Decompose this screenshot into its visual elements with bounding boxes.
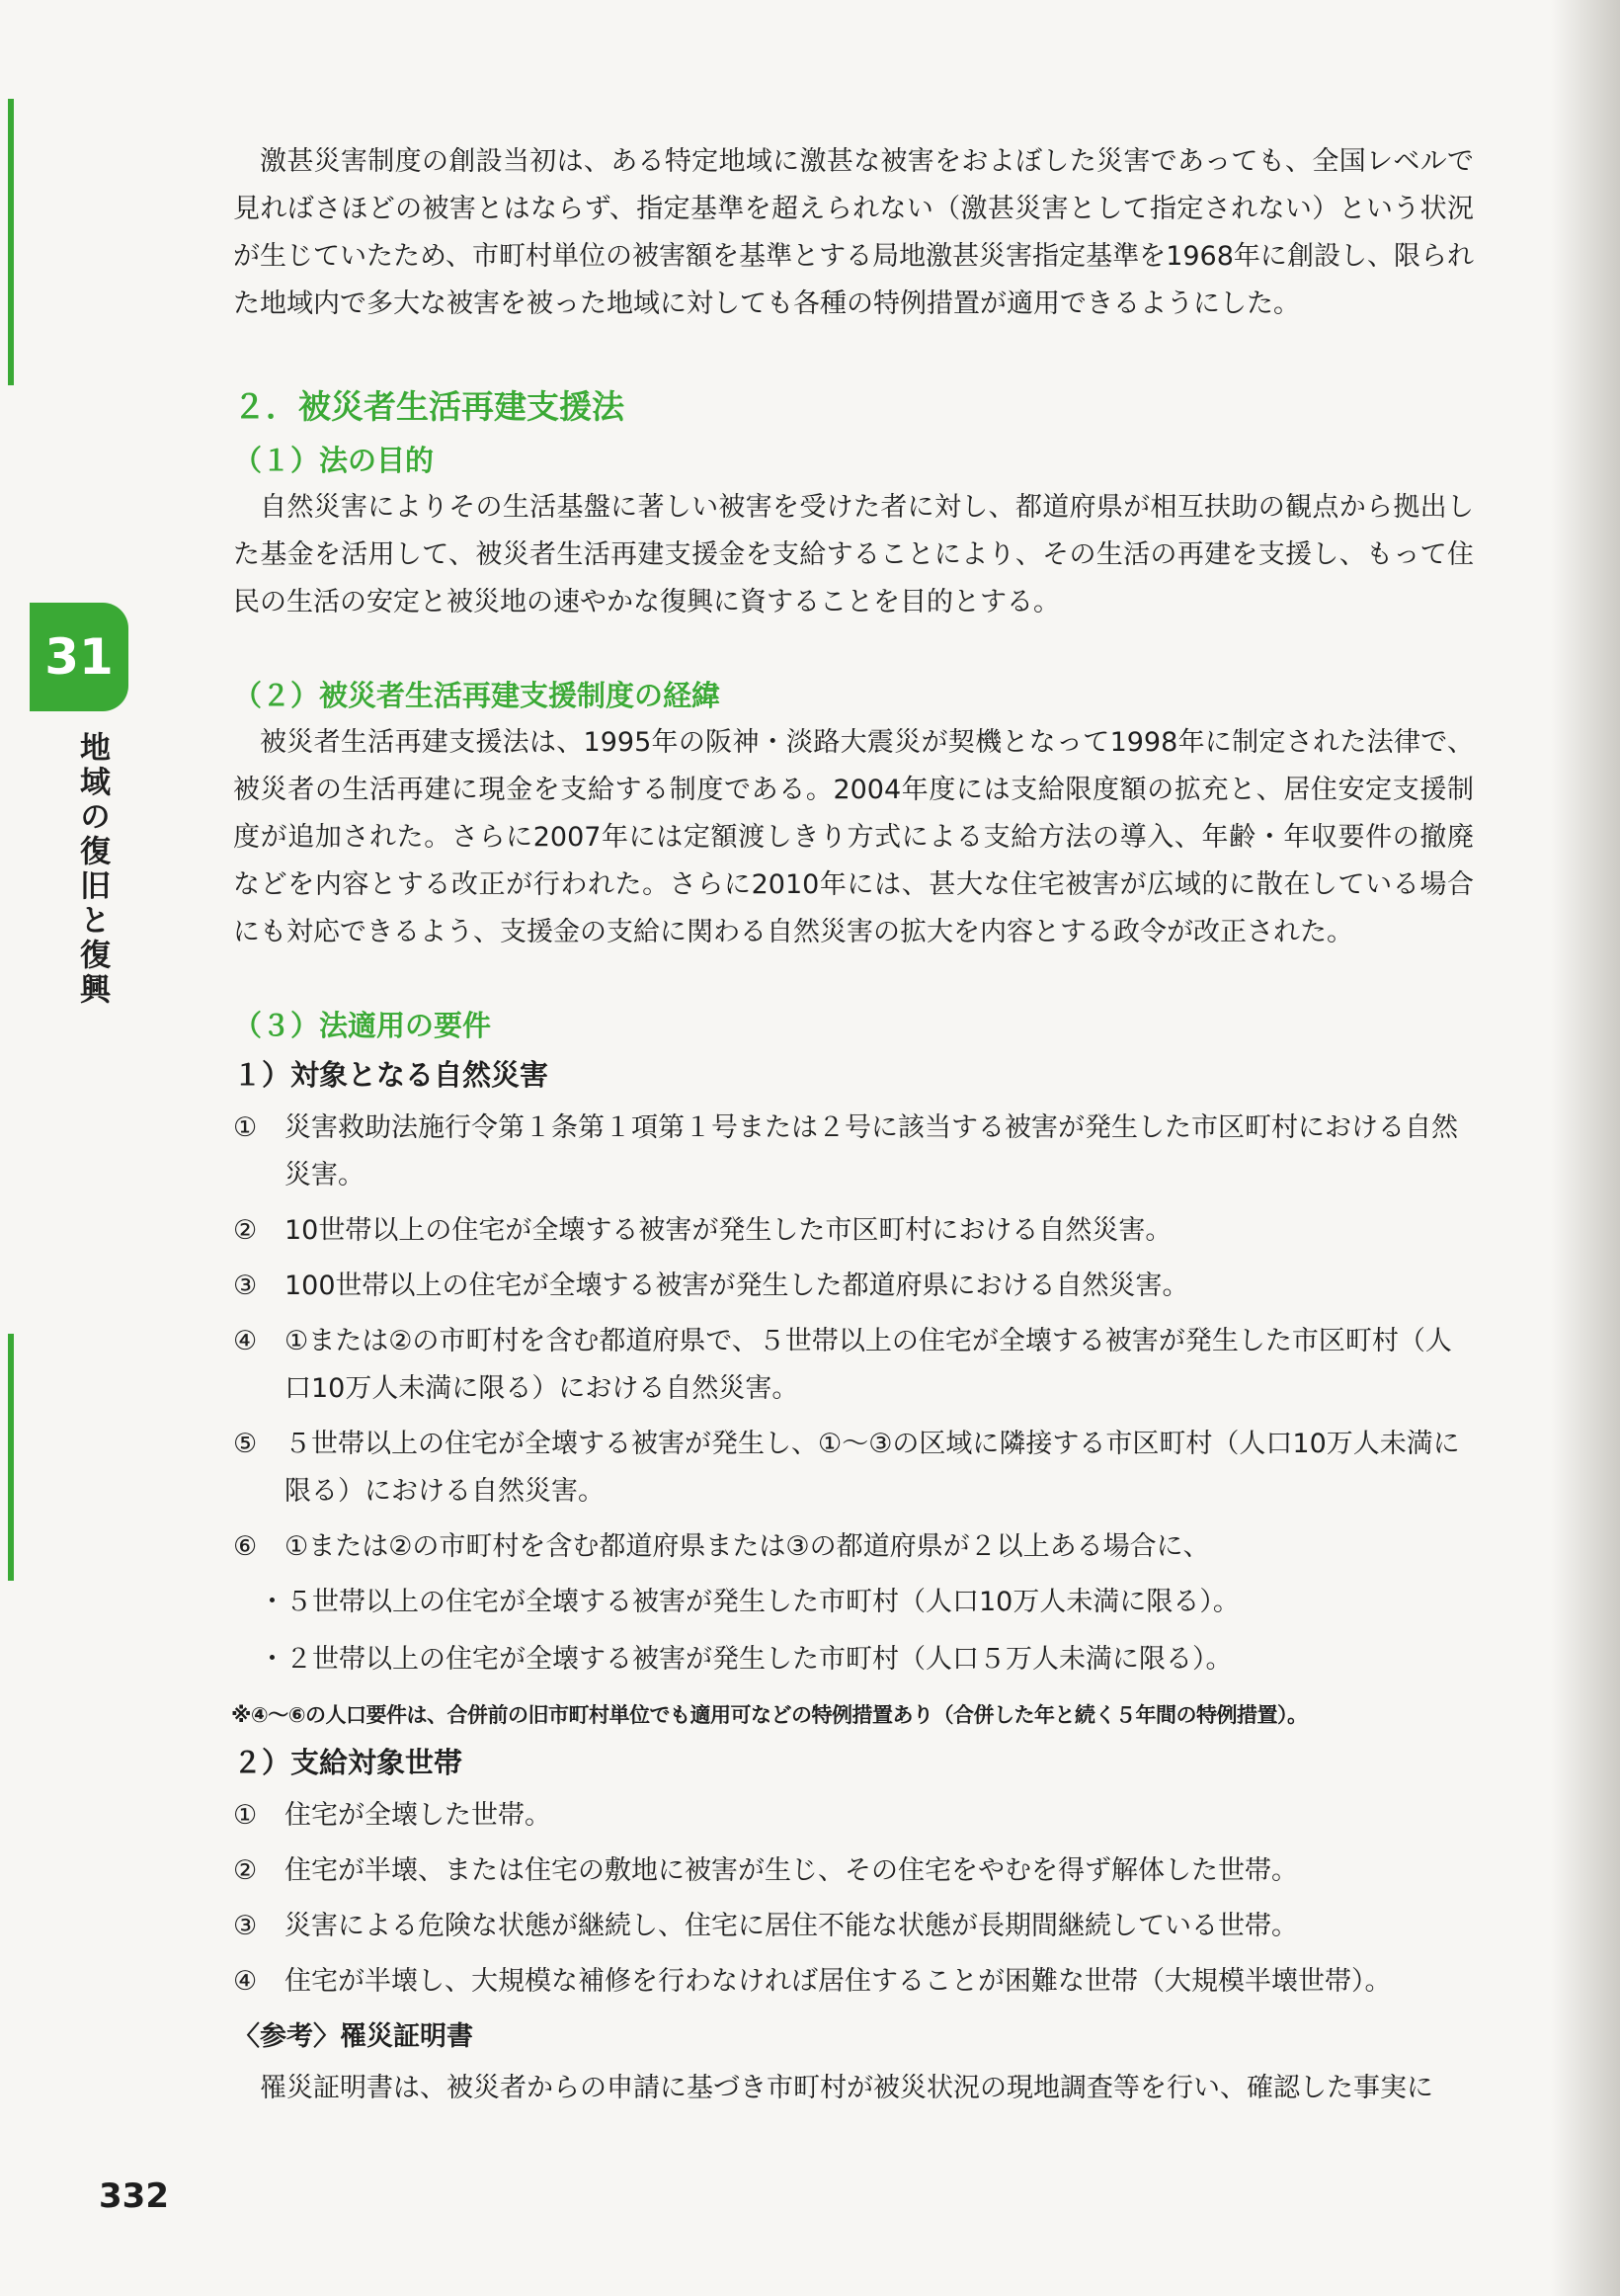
list-item: ① 災害救助法施行令第１条第１項第１号または２号に該当する被害が発生した市区町村における自然災害。 [233,1112,1458,1190]
margin-accent-line [8,1334,14,1581]
subsection-heading: （１）法の目的 [233,444,435,477]
section-heading: ２．被災者生活再建支援法 [233,387,624,426]
list-item: ③ 100世帯以上の住宅が全壊する被害が発生した都道府県における自然災害。 [233,1271,1189,1301]
intro-paragraph: 激甚災害制度の創設当初は、ある特定地域に激甚な被害をおよぼした災害であっても、全国レベルで見ればさほどの被害とはならず、指定基準を超えられない（激甚災害として指定されない）という状況が生じていたため、市町村単位の被害額を基準とする局地激甚災害指定基準を1968年に創設し、限られた地域内で多大な被害を被った地域に対しても各種の特例措置が適用できるようにした。 [233,146,1474,319]
subsection-heading: （３）法適用の要件 [233,1009,492,1042]
list-item: ③ 災害による危険な状態が継続し、住宅に居住不能な状態が長期間継続している世帯。 [233,1911,1298,1941]
subsection-heading: （２）被災者生活再建支援制度の経緯 [233,679,721,712]
list-item: ② 住宅が半壊、または住宅の敷地に被害が生じ、その住宅をやむを得ず解体した世帯。 [233,1855,1298,1886]
page-number: 332 [99,2176,169,2216]
purpose-paragraph: 自然災害によりその生活基盤に著しい被害を受けた者に対し、都道府県が相互扶助の観点から拠出した基金を活用して、被災者生活再建支援金を支給することにより、その生活の再建を支援し、もって住民の生活の安定と被災地の速やかな復興に資することを目的とする。 [233,492,1474,617]
requirement-heading: １）対象となる自然災害 [233,1058,549,1092]
reference-heading: 〈参考〉罹災証明書 [233,2021,473,2052]
page-edge-shadow [1551,0,1620,2296]
list-item: ④ ①または②の市町村を含む都道府県で、５世帯以上の住宅が全壊する被害が発生した市区町村（人口10万人未満に限る）における自然災害。 [233,1326,1452,1404]
chapter-tab [30,603,128,711]
list-item: ① 住宅が全壊した世帯。 [233,1800,551,1831]
history-paragraph: 被災者生活再建支援法は、1995年の阪神・淡路大震災が契機となって1998年に制定された法律で、被災者の生活再建に現金を支給する制度である。2004年度には支給限度額の拡充と、居住安定支援制度が追加された。さらに2007年には定額渡しきり方式による支給方法の導入、年齢・年収要件の撤廃などを内容とする改正が行われた。さらに2010年には、甚大な住宅被害が広域的に散在している場合にも対応できるよう、支援金の支給に関わる自然災害の拡大を内容とする政令が改正された。 [233,727,1474,947]
footnote: ※④〜⑥の人口要件は、合併前の旧市町村単位でも適用可などの特例措置あり（合併した年と続く５年間の特例措置）。 [231,1703,1308,1727]
list-item: ② 10世帯以上の住宅が全壊する被害が発生した市区町村における自然災害。 [233,1215,1173,1246]
bullet-item: ・２世帯以上の住宅が全壊する被害が発生した市町村（人口５万人未満に限る）。 [259,1644,1233,1675]
list-item: ⑤ ５世帯以上の住宅が全壊する被害が発生し、①〜③の区域に隣接する市区町村（人口10万人未満に限る）における自然災害。 [233,1429,1460,1507]
list-item: ⑥ ①または②の市町村を含む都道府県または③の都道府県が２以上ある場合に、 [233,1531,1210,1562]
reference-paragraph: 罹災証明書は、被災者からの申請に基づき市町村が被災状況の現地調査等を行い、確認した事実に [260,2073,1433,2103]
chapter-title: 地域の復旧と復興 [74,731,110,1008]
margin-accent-line [8,99,14,385]
chapter-number: 31 [44,628,114,686]
bullet-item: ・５世帯以上の住宅が全壊する被害が発生した市町村（人口10万人未満に限る）。 [259,1587,1240,1617]
main-content [233,138,1474,2112]
list-item: ④ 住宅が半壊し、大規模な補修を行わなければ居住することが困難な世帯（大規模半壊世帯）。 [233,1966,1392,1997]
requirement-heading: ２）支給対象世帯 [233,1746,463,1779]
